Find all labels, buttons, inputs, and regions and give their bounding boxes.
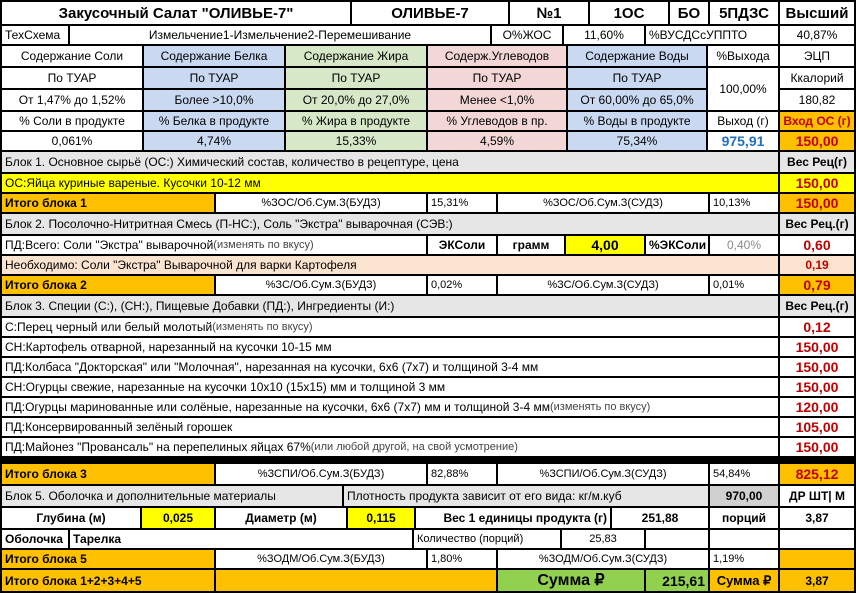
block2-sudz-label: %ЗС/Об.Сум.З(СУДЗ) bbox=[498, 276, 708, 294]
yield-value: 100,00% bbox=[708, 68, 778, 110]
block2-item-text: ПД:Всего: Соли "Экстра" выварочной bbox=[5, 238, 214, 252]
block3-item-text: ПД:Консервированный зелёный горошек bbox=[5, 420, 233, 434]
block3-item-text: С:Перец черный или белый молотый bbox=[5, 320, 213, 334]
fat-prod-value: 15,33% bbox=[286, 132, 426, 150]
recipe-number: №1 bbox=[510, 2, 588, 24]
portions-label: порций bbox=[710, 508, 778, 528]
ozhos-label: О%ЖОС bbox=[492, 26, 562, 44]
tech-scheme-value[interactable]: Измельчение1-Измельчение2-Перемешивание bbox=[70, 26, 490, 44]
empty-cell bbox=[780, 530, 854, 548]
block2-need-weight: 0,19 bbox=[780, 256, 854, 274]
block3-item[interactable] bbox=[2, 418, 778, 436]
summary-empty bbox=[216, 570, 496, 591]
block5-sudz-label: %ЗОДМ/Об.Сум.З(СУДЗ) bbox=[498, 550, 708, 568]
pdzs-label: 5ПДЗС bbox=[710, 2, 778, 24]
depth-input[interactable]: 0,025 bbox=[142, 508, 214, 528]
protein-range: Более >10,0% bbox=[144, 90, 284, 110]
unit-weight-label: Вес 1 единицы продукта (г) bbox=[416, 508, 610, 528]
salt-range: От 1,47% до 1,52% bbox=[2, 90, 142, 110]
block3-budz-value: 82,88% bbox=[428, 464, 496, 484]
block3-weight-label: Вес Рец.(г) bbox=[780, 296, 854, 316]
bo-label: БО bbox=[670, 2, 708, 24]
summary-label: Итого блока 1+2+3+4+5 bbox=[2, 570, 214, 591]
fat-range: От 20,0% до 27,0% bbox=[286, 90, 426, 110]
tech-scheme-label: ТехСхема bbox=[2, 26, 68, 44]
water-prod-value: 75,34% bbox=[568, 132, 706, 150]
sum2-value: 3,87 bbox=[780, 570, 854, 591]
block3-item-text: ПД:Огурцы маринованные или солёные, нарезанные на кусочки, 6х6 (7х7) мм и толщиной 3-4 мм bbox=[5, 400, 550, 414]
ecp-value: 180,82 bbox=[780, 90, 854, 110]
block3-item-text: ПД:Майонез "Провансаль" на перепелиных яйцах 67% bbox=[5, 440, 311, 454]
density-text: Плотность продукта зависит от его вида: кг/м.куб bbox=[344, 486, 708, 506]
fat-norm: По ТУАР bbox=[286, 68, 426, 88]
block3-item-note: (изменять по вкусу) bbox=[549, 400, 651, 413]
block3-item[interactable] bbox=[2, 378, 778, 396]
block2-sudz-value: 0,01% bbox=[710, 276, 778, 294]
block3-item[interactable] bbox=[2, 338, 778, 356]
ozhos-value: 11,60% bbox=[564, 26, 644, 44]
diam-input[interactable]: 0,115 bbox=[348, 508, 414, 528]
yield-out-label: Выход (г) bbox=[708, 112, 778, 130]
empty-cell bbox=[646, 530, 708, 548]
ecp-title: ЭЦП bbox=[780, 46, 854, 66]
carb-prod-value: 4,59% bbox=[428, 132, 566, 150]
block5-sudz-value: 1,19% bbox=[710, 550, 778, 568]
block3-item-note: (изменять по вкусу) bbox=[212, 320, 313, 333]
block3-item[interactable] bbox=[2, 438, 778, 456]
block1-item[interactable]: ОС:Яйца куриные вареные. Кусочки 10-12 мм bbox=[2, 174, 778, 192]
block3-item[interactable] bbox=[2, 318, 778, 336]
salt-prod-label: % Соли в продукте bbox=[2, 112, 142, 130]
peks-value: 0,40% bbox=[710, 236, 778, 254]
eks-label: ЭКСоли bbox=[428, 236, 496, 254]
block2-total-weight: 0,79 bbox=[780, 276, 854, 294]
grade-label: Высший bbox=[780, 2, 854, 24]
block3-budz-label: %ЗСПИ/Об.Сум.З(БУДЗ) bbox=[216, 464, 426, 484]
dr-label: ДР ШТ| М bbox=[780, 486, 854, 506]
block5-budz-value: 1,80% bbox=[428, 550, 496, 568]
block1-item-weight[interactable]: 150,00 bbox=[780, 174, 854, 192]
carb-norm: По ТУАР bbox=[428, 68, 566, 88]
fat-prod-label: % Жира в продукте bbox=[286, 112, 426, 130]
vusds-value: 40,87% bbox=[780, 26, 854, 44]
block3-sudz-value: 54,84% bbox=[710, 464, 778, 484]
fat-title: Содержание Жира bbox=[286, 46, 426, 66]
block5-budz-label: %ЗОДМ/Об.Сум.З(БУДЗ) bbox=[216, 550, 426, 568]
carb-title: Содерж.Углеводов bbox=[428, 46, 566, 66]
recipe-title: Закусочный Салат "ОЛИВЬЕ-7" bbox=[2, 2, 350, 24]
block2-item-weight: 0,60 bbox=[780, 236, 854, 254]
yield-out-value: 975,91 bbox=[708, 132, 778, 150]
unit-weight-value: 251,88 bbox=[612, 508, 708, 528]
block5-total-label: Итого блока 5 bbox=[2, 550, 214, 568]
water-range: От 60,00% до 65,0% bbox=[568, 90, 706, 110]
block2-budz-label: %ЗС/Об.Сум.З(БУДЗ) bbox=[216, 276, 426, 294]
block1-sudz-value: 10,13% bbox=[710, 194, 778, 212]
block3-item-note: (или любой другой, на свой усмотрение) bbox=[310, 440, 518, 453]
block3-item-text: СН:Картофель отварной, нарезанный на кусочки 10-15 мм bbox=[5, 340, 332, 354]
block2-budz-value: 0,02% bbox=[428, 276, 496, 294]
qty-label: Количество (порций) bbox=[414, 530, 560, 548]
yield-title: %Выхода bbox=[708, 46, 778, 66]
peks-label: %ЭКСоли bbox=[646, 236, 708, 254]
block3-sudz-label: %ЗСПИ/Об.Сум.З(СУДЗ) bbox=[498, 464, 708, 484]
water-prod-label: % Воды в продукте bbox=[568, 112, 706, 130]
block1-total-label: Итого блока 1 bbox=[2, 194, 214, 212]
block3-item-text: СН:Огурцы свежие, нарезанные на кусочки 10х10 (15х15) мм и толщиной 3 мм bbox=[5, 380, 446, 394]
block3-total-label: Итого блока 3 bbox=[2, 464, 214, 484]
salt-title: Содержание Соли bbox=[2, 46, 142, 66]
qty-value: 25,83 bbox=[562, 530, 644, 548]
block5-total-weight bbox=[780, 550, 854, 568]
block3-item-weight[interactable]: 105,00 bbox=[780, 418, 854, 436]
block1-budz-label: %ЗОС/Об.Сум.З(БУДЗ) bbox=[216, 194, 426, 212]
block2-title: Блок 2. Посолочно-Нитритная Смесь (П-НС:), Соль "Экстра" выварочная (СЭВ:) bbox=[2, 214, 778, 234]
empty-cell bbox=[710, 530, 778, 548]
block3-item-weight[interactable]: 150,00 bbox=[780, 438, 854, 456]
water-norm: По ТУАР bbox=[568, 68, 706, 88]
block1-title: Блок 1. Основное сырьё (ОС:) Химический состав, количество в рецептуре, цена bbox=[2, 152, 778, 172]
block3-item-weight[interactable]: 120,00 bbox=[780, 398, 854, 416]
block3-item-weight[interactable]: 150,00 bbox=[780, 378, 854, 396]
portions-value: 3,87 bbox=[780, 508, 854, 528]
protein-prod-value: 4,74% bbox=[144, 132, 284, 150]
block1-total-weight: 150,00 bbox=[780, 194, 854, 212]
block5-title: Блок 5. Оболочка и дополнительные материалы bbox=[2, 486, 342, 506]
block2-weight-label: Вес Рец.(г) bbox=[780, 214, 854, 234]
block3-item-weight[interactable]: 0,12 bbox=[780, 318, 854, 336]
protein-title: Содержание Белка bbox=[144, 46, 284, 66]
block1-weight-label: Вес Рец(г) bbox=[780, 152, 854, 172]
os-label: 1ОС bbox=[590, 2, 668, 24]
block3-item-weight[interactable]: 150,00 bbox=[780, 338, 854, 356]
block1-budz-value: 15,31% bbox=[428, 194, 496, 212]
carb-range: Менее <1,0% bbox=[428, 90, 566, 110]
vusds-label: %ВУСДСсУППТО bbox=[646, 26, 778, 44]
block2-item-note: (изменять по вкусу) bbox=[213, 238, 314, 251]
ecp-in-label: Вход ОС (г) bbox=[780, 112, 854, 130]
diam-label: Диаметр (м) bbox=[216, 508, 346, 528]
density-value: 970,00 bbox=[710, 486, 778, 506]
protein-norm: По ТУАР bbox=[144, 68, 284, 88]
sum-value: 215,61 bbox=[646, 570, 708, 591]
protein-prod-label: % Белка в продукте bbox=[144, 112, 284, 130]
block2-item[interactable] bbox=[2, 236, 426, 254]
block3-item-text: ПД:Колбаса "Докторская" или "Молочная", нарезанная на кусочки, 6х6 (7х7) и толщиной 3-4 мм bbox=[5, 360, 539, 374]
block3-title: Блок 3. Специи (С:), (СН:), Пищевые Добавки (ПД:), Ингредиенты (И:) bbox=[2, 296, 778, 316]
salt-norm: По ТУАР bbox=[2, 68, 142, 88]
block3-item-weight[interactable]: 150,00 bbox=[780, 358, 854, 376]
sum2-label: Сумма ₽ bbox=[710, 570, 778, 591]
block1-sudz-label: %ЗОС/Об.Сум.З(СУДЗ) bbox=[498, 194, 708, 212]
gram-label: грамм bbox=[498, 236, 564, 254]
recipe-code: ОЛИВЬЕ-7 bbox=[352, 2, 508, 24]
shell-value[interactable]: Тарелка bbox=[70, 530, 412, 548]
sum-label: Сумма ₽ bbox=[498, 570, 644, 591]
block2-need-text: Необходимо: Соли "Экстра" Выварочной для варки Картофеля bbox=[2, 256, 778, 274]
ecp-in-value: 150,00 bbox=[780, 132, 854, 150]
block3-item[interactable] bbox=[2, 358, 778, 376]
block2-total-label: Итого блока 2 bbox=[2, 276, 214, 294]
carb-prod-label: % Углеводов в пр. bbox=[428, 112, 566, 130]
salt-prod-value: 0,061% bbox=[2, 132, 142, 150]
block3-item[interactable] bbox=[2, 398, 778, 416]
block3-total-weight: 825,12 bbox=[780, 464, 854, 484]
ecp-unit: Ккалорий bbox=[780, 68, 854, 88]
depth-label: Глубина (м) bbox=[2, 508, 140, 528]
water-title: Содержание Воды bbox=[568, 46, 706, 66]
shell-label: Оболочка bbox=[2, 530, 68, 548]
gram-input[interactable]: 4,00 bbox=[566, 236, 644, 254]
